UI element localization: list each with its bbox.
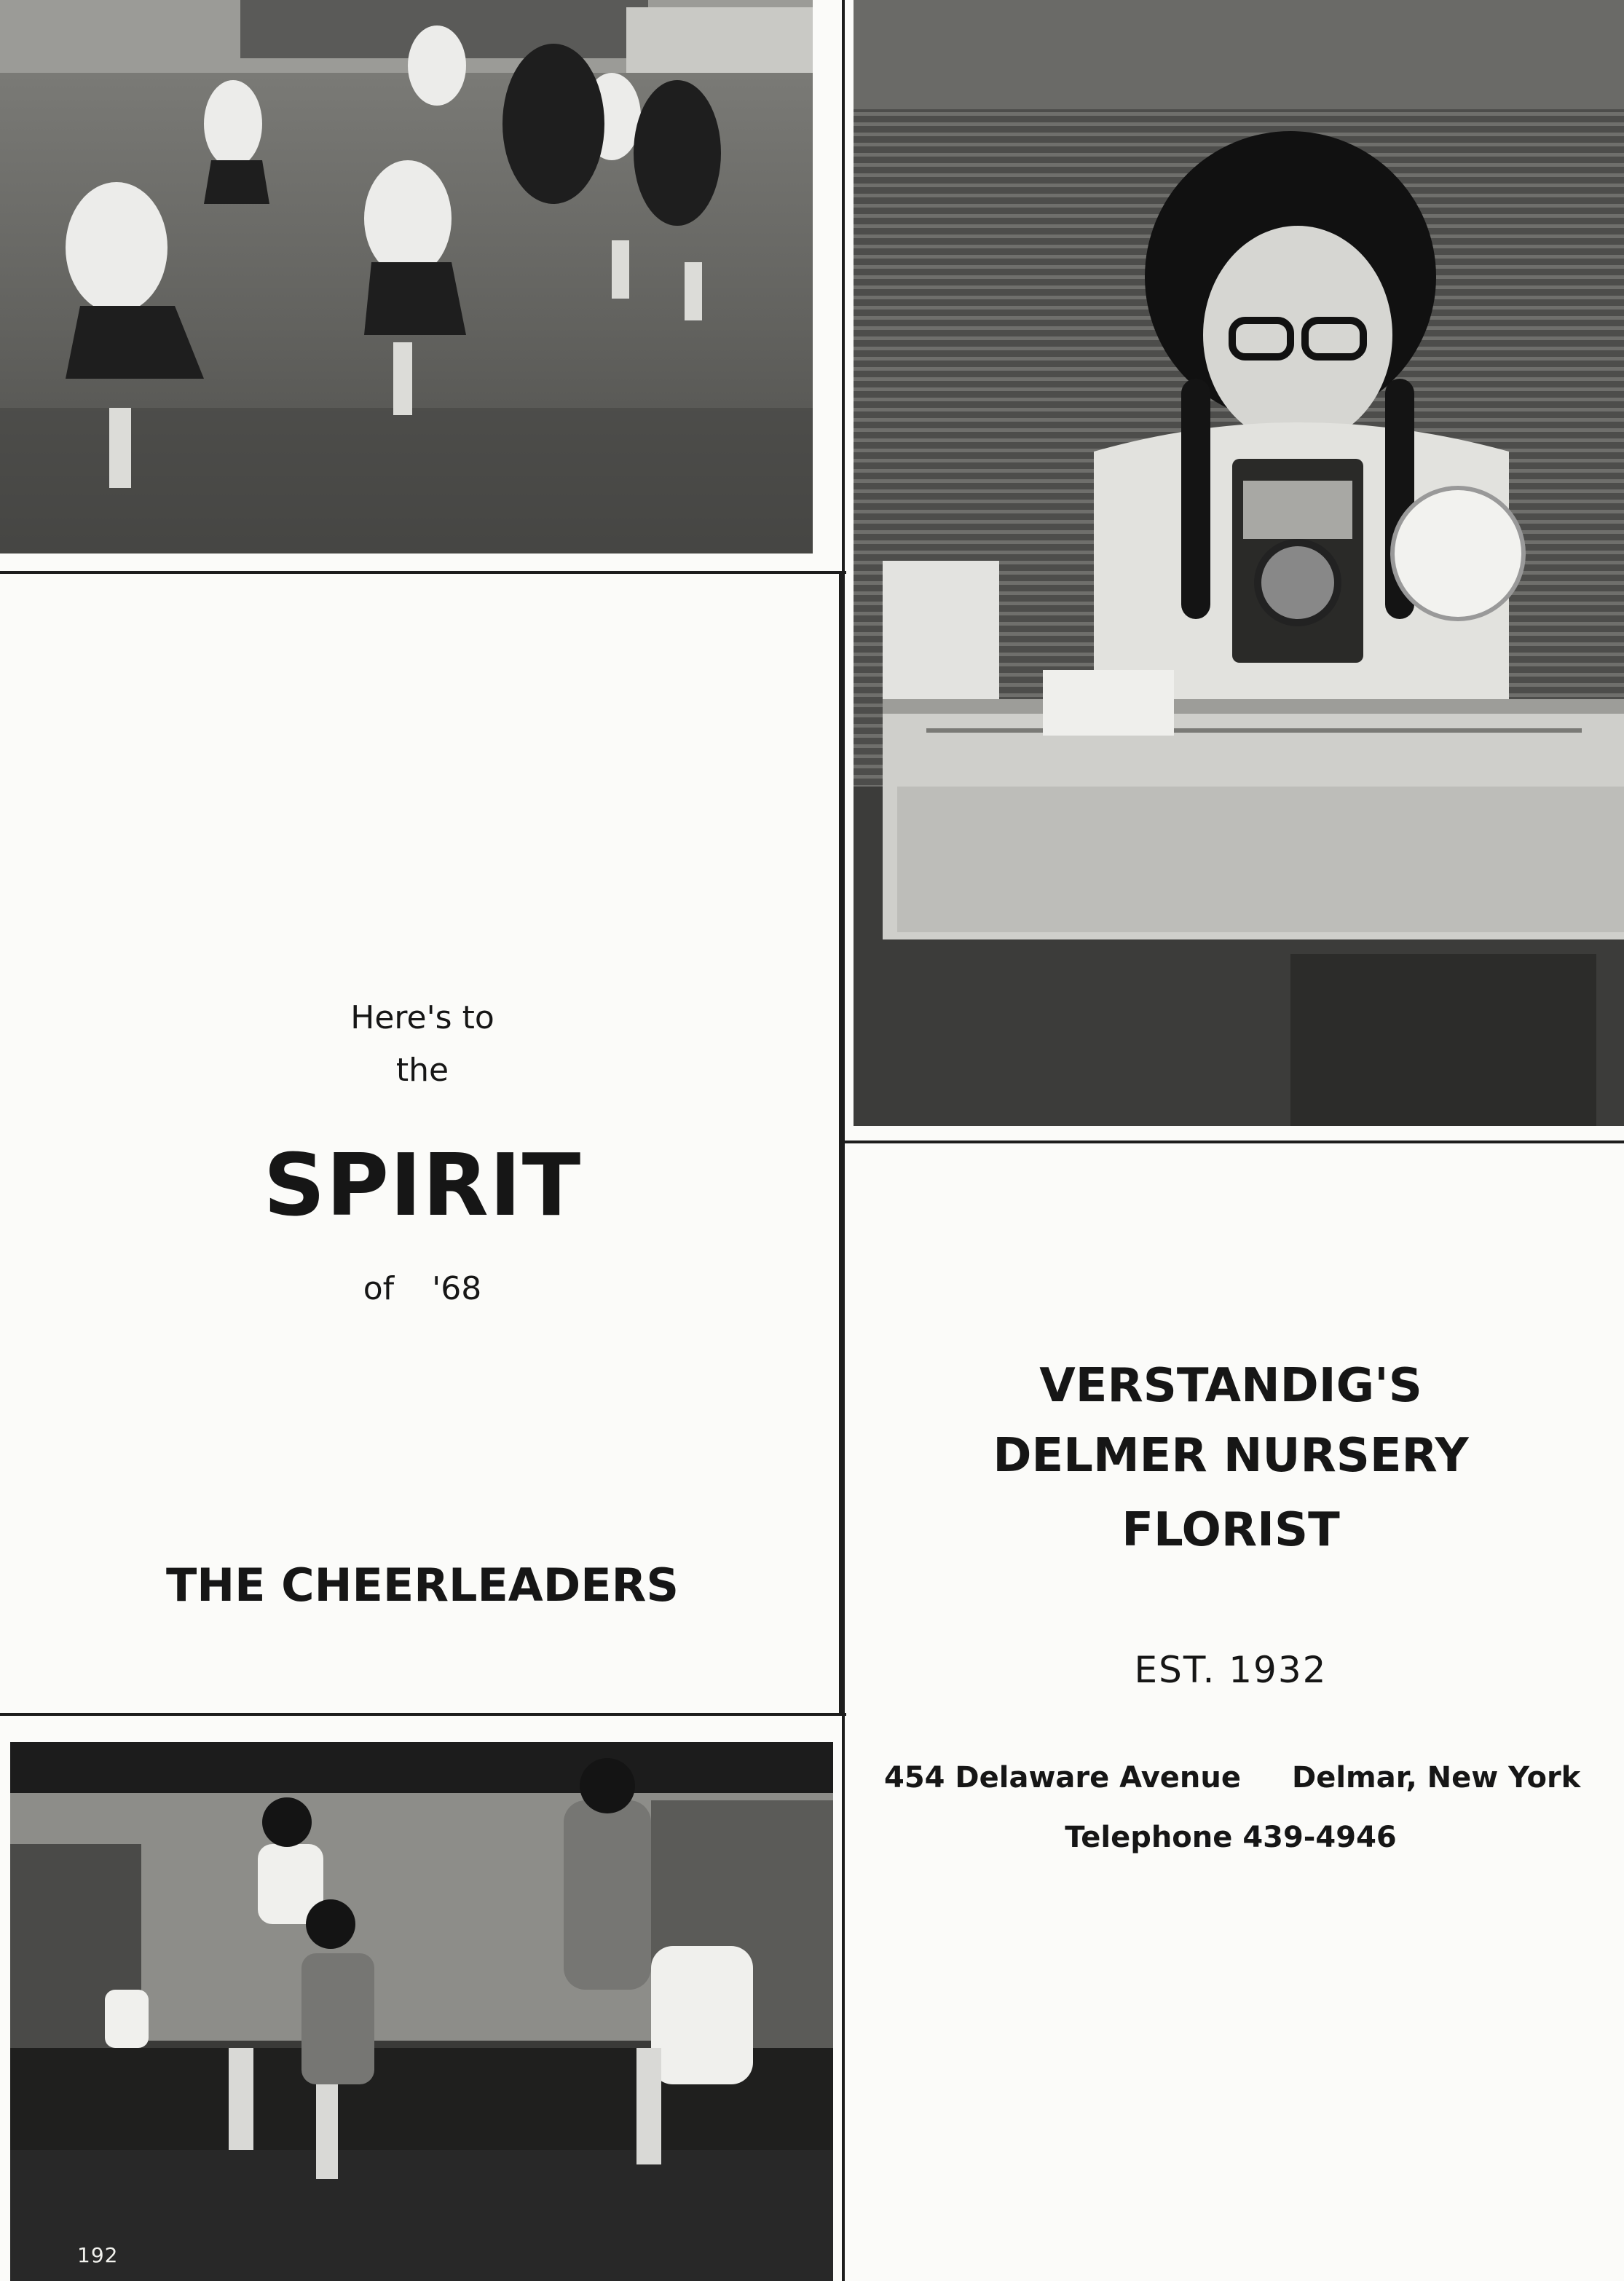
frame-line-right-divider <box>839 1140 1624 1143</box>
cheerleaders-heading: THE CHEERLEADERS <box>165 1559 679 1612</box>
ad-business-name-line-2: DELMER NURSERY <box>993 1429 1469 1483</box>
ad-address: 454 Delaware Avenue <box>884 1761 1241 1795</box>
cheerleaders-field-photo <box>0 0 813 553</box>
gym-practice-photo <box>10 1742 833 2281</box>
spirit-year: '68 <box>432 1270 482 1307</box>
page-number: 192 <box>77 2243 119 2267</box>
ad-business-name-line-3: FLORIST <box>1122 1503 1340 1557</box>
spirit-year-line <box>277 1270 568 1307</box>
spirit-intro-line-1: Here's to <box>350 999 494 1036</box>
spirit-intro-line-2: the <box>395 1052 449 1089</box>
frame-line-right-vertical <box>842 0 845 2281</box>
ad-telephone: Telephone 439-4946 <box>1065 1821 1397 1854</box>
frame-line-top-left-bottom <box>0 571 846 574</box>
spirit-title: SPIRIT <box>263 1135 582 1235</box>
spirit-year-of: of <box>363 1270 395 1307</box>
photographer-student-photo <box>854 0 1624 1126</box>
frame-line-bottom-left-top <box>0 1713 846 1716</box>
ad-business-name-line-1: VERSTANDIG'S <box>1039 1359 1422 1413</box>
ad-established: EST. 1932 <box>1134 1649 1328 1691</box>
ad-city: Delmar, New York <box>1292 1761 1581 1795</box>
